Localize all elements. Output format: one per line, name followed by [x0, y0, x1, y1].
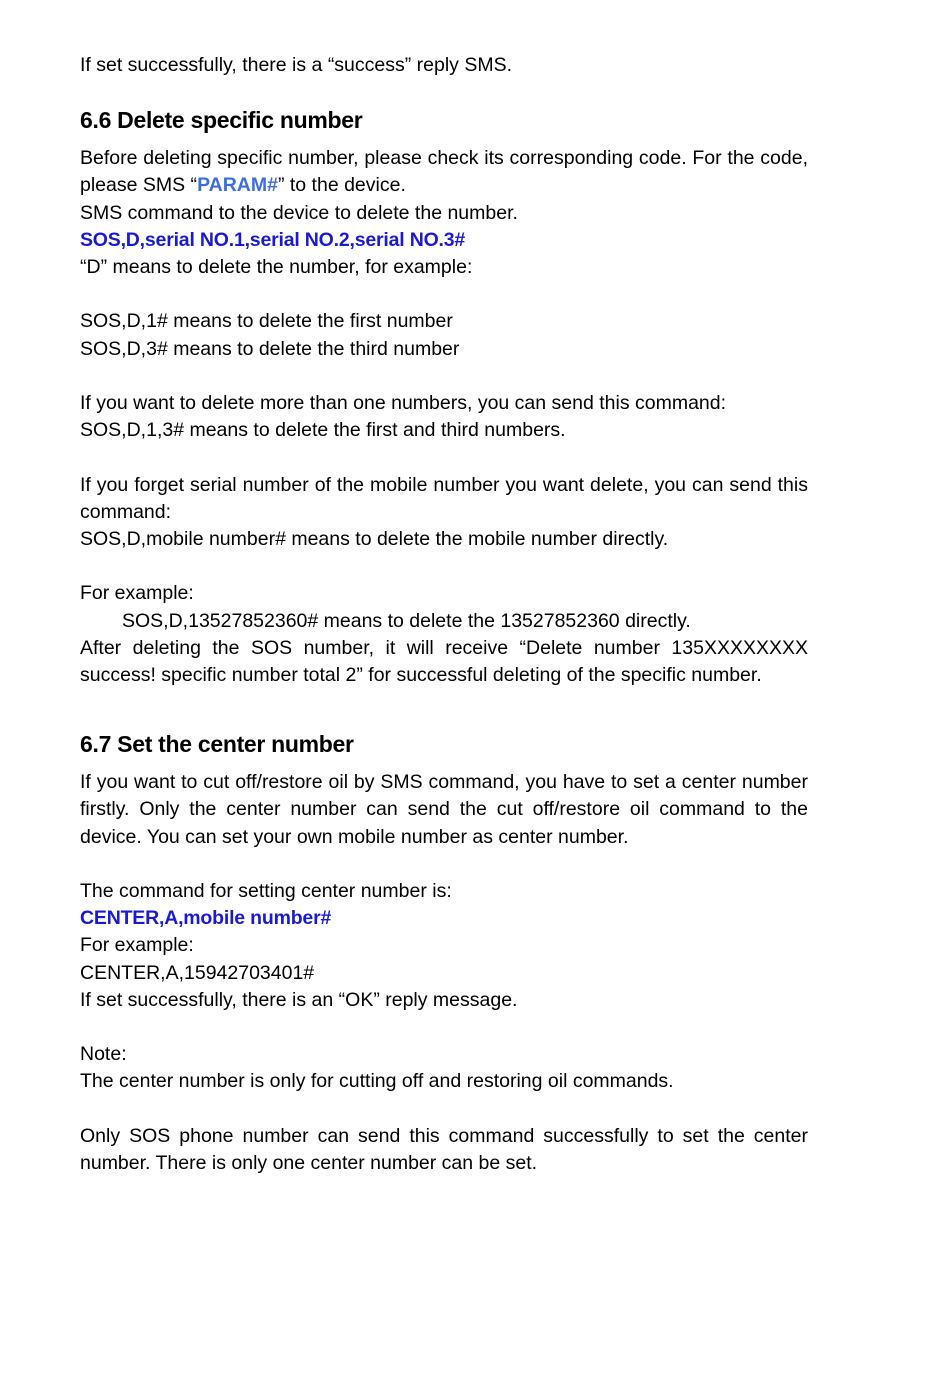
spacer	[80, 281, 808, 308]
note-text: The center number is only for cutting off and restoring oil commands.	[80, 1070, 674, 1093]
for-example-label: For example:	[80, 582, 194, 605]
d-means-line: “D” means to delete the number, for example:	[80, 256, 473, 279]
delete-third-example: SOS,D,3# means to delete the third number	[80, 337, 460, 360]
spacer	[80, 1096, 808, 1123]
forget-serial-paragraph: If you forget serial number of the mobile number you want delete, you can send this command:	[80, 473, 808, 523]
note-label: Note:	[80, 1043, 127, 1066]
delete-command-syntax: SOS,D,serial NO.1,serial NO.2,serial NO.3#	[80, 228, 466, 251]
multi-delete-intro: If you want to delete more than one numbers, you can send this command:	[80, 392, 727, 414]
ok-reply-line: If set successfully, there is an “OK” reply message.	[80, 988, 518, 1011]
after-delete-paragraph: After deleting the SOS number, it will receive “Delete number 135XXXXXXXX success! specific number total 2” for successful deleting of the specific number.	[80, 636, 808, 686]
sms-command-line: SMS command to the device to delete the number.	[80, 201, 518, 224]
document-page	[80, 52, 808, 1177]
section-heading-6-6: 6.6 Delete specific number	[80, 107, 363, 134]
only-sos-paragraph: Only SOS phone number can send this command successfully to set the center number. There is only one center number can be set.	[80, 1124, 808, 1174]
check-code-text-after: ” to the device.	[277, 174, 406, 197]
multi-delete-example: SOS,D,1,3# means to delete the first and third numbers.	[80, 419, 566, 442]
delete-first-example: SOS,D,1# means to delete the first number	[80, 310, 453, 333]
center-command-syntax: CENTER,A,mobile number#	[80, 907, 332, 930]
check-code-paragraph	[80, 145, 808, 199]
direct-delete-example: SOS,D,13527852360# means to delete the 13527852360 directly.	[122, 609, 691, 632]
center-for-example-label: For example:	[80, 934, 194, 957]
param-command: PARAM#	[197, 174, 278, 197]
center-example: CENTER,A,15942703401#	[80, 961, 315, 984]
center-command-intro: The command for setting center number is:	[80, 880, 452, 902]
spacer	[80, 363, 808, 390]
spacer	[80, 553, 808, 580]
center-number-paragraph: If you want to cut off/restore oil by SMS command, you have to set a center number firstly. Only the center number can send the cut off/restore oil command to the device. You can set your own mobile number as center number.	[80, 771, 808, 848]
spacer	[80, 444, 808, 471]
spacer	[80, 851, 808, 878]
section-heading-6-7: 6.7 Set the center number	[80, 731, 354, 758]
check-code-text-before: Before deleting specific number, please check its corresponding code. For the code, please SMS “	[80, 147, 808, 197]
success-reply-line: If set successfully, there is a “success” reply SMS.	[80, 54, 513, 76]
spacer	[80, 1014, 808, 1041]
mobile-number-delete-example: SOS,D,mobile number# means to delete the mobile number directly.	[80, 528, 669, 550]
